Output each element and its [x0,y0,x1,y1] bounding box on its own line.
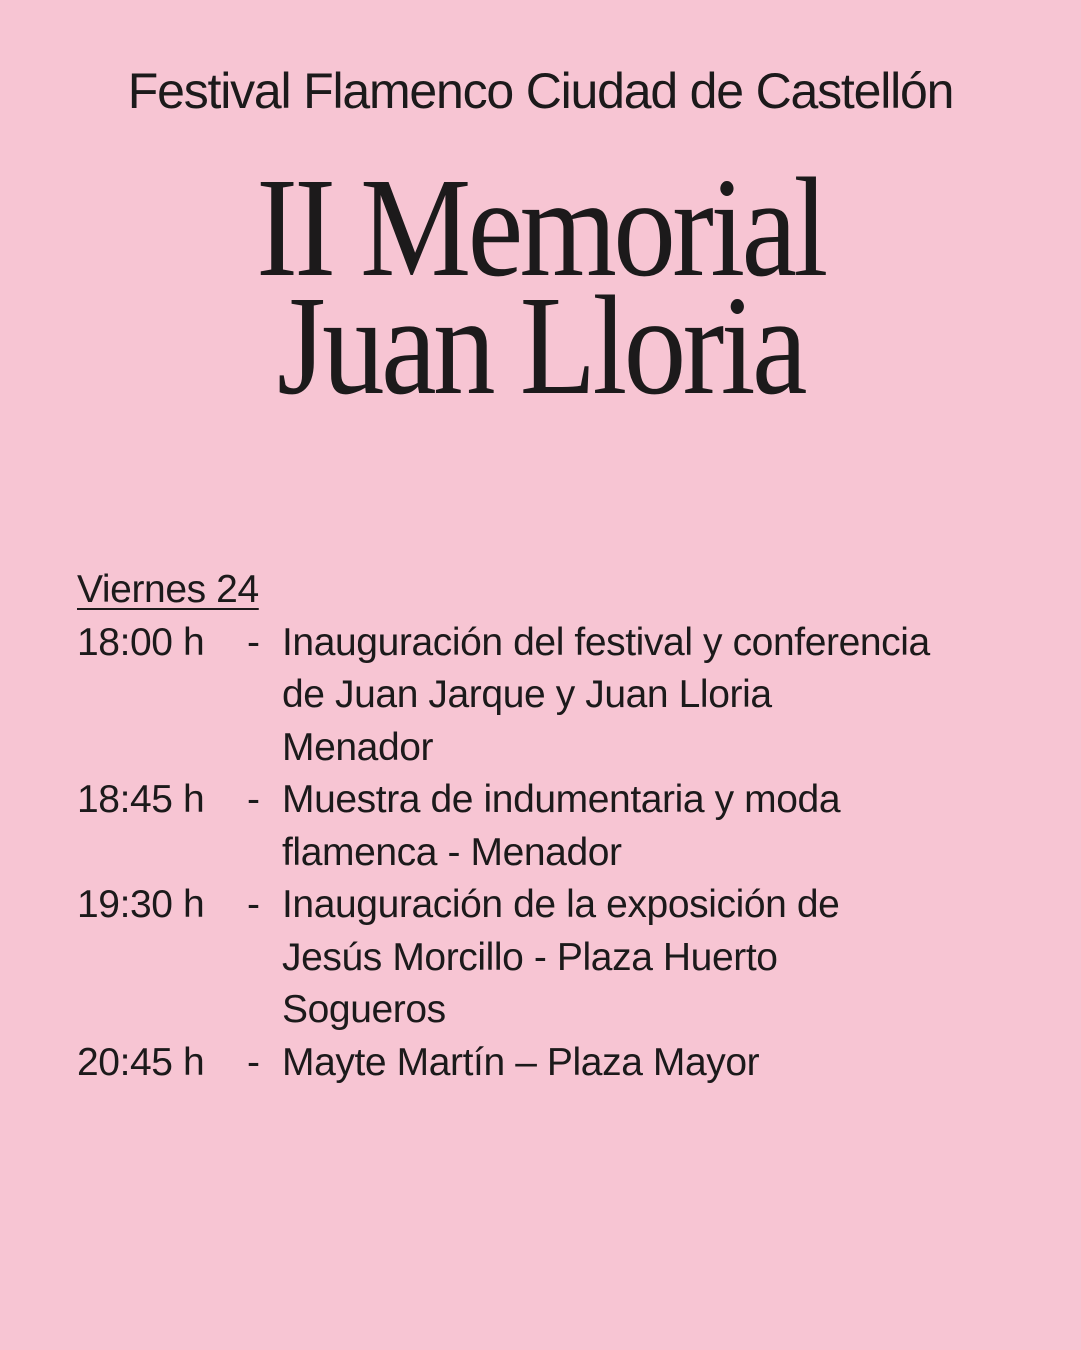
event-time: 18:00 h [77,620,205,664]
day-heading-row [77,564,1057,617]
event-separator: - [247,1040,260,1084]
event-description: Mayte Martín – Plaza Mayor [282,1040,760,1084]
event-separator: - [247,883,260,926]
event-separator: - [247,620,260,664]
schedule-item [77,774,1057,879]
event-description: Inauguración de la exposición de Jesús Morcillo - Plaza Huerto Sogueros [282,883,840,1031]
title-line-2: Juan Lloria [277,266,804,424]
event-description: Muestra de indumentaria y moda flamenca - Menador [282,778,841,874]
schedule-item [77,1037,1057,1090]
title-line-1: II Memorial [256,148,825,306]
event-time: 19:30 h [77,883,205,926]
event-time: 20:45 h [77,1040,205,1084]
event-description: Inauguración del festival y conferencia de Juan Jarque y Juan Lloria Menador [282,620,930,769]
event-time: 18:45 h [77,778,205,821]
festival-name: Festival Flamenco Ciudad de Castellón [127,63,954,119]
memorial-title [65,148,1016,424]
event-separator: - [247,778,260,821]
schedule-item [77,879,1057,1037]
schedule-item [77,617,1057,775]
event-schedule [77,564,1057,1089]
day-heading: Viernes 24 [77,568,259,611]
